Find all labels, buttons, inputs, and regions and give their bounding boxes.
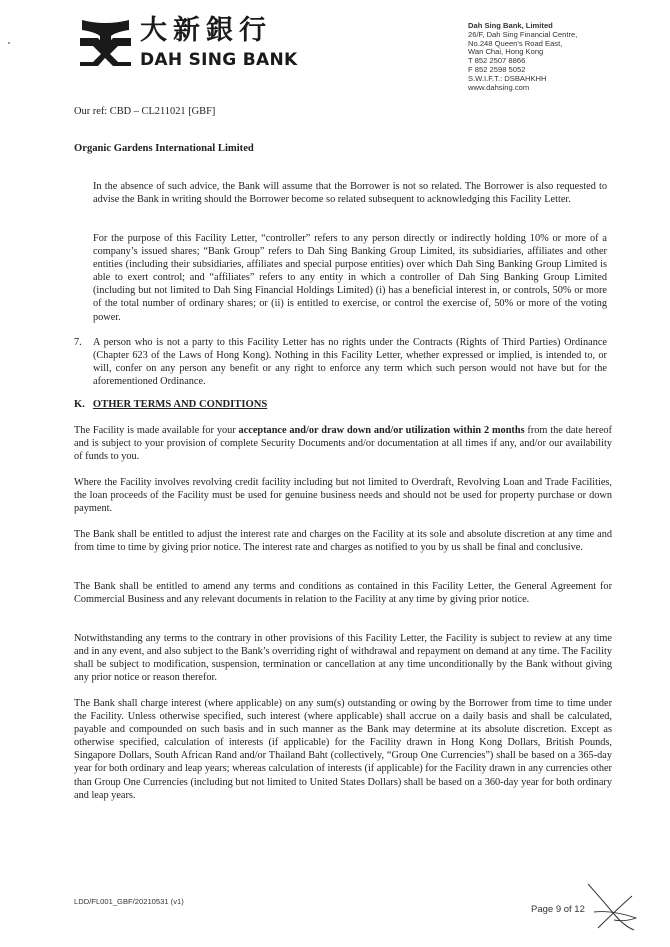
paragraph-text: from the date hereof and is subject to your provision of complete Security Documents and/or documentation at all times if any, and/or our availability of funds to you. bbox=[74, 425, 612, 463]
page-number: Page 9 of 12 bbox=[531, 904, 585, 915]
paragraph-definitions: For the purpose of this Facility Letter, “controller” refers to any person directly or indirectly holding 10% or more of a company’s issued shares; “Bank Group” refers to Dah Sing Banking Group Limited, its subsidiaries, affiliates and other entities (including their subsidiaries, affiliates and special purpose entities) over which Dah Sing Banking Group Limited is able to exert control; and “affiliates” refers to any entity in which a controller of Dah Sing Banking Group Limited (including but not limited to Dah Sing Financial Holdings Limited) (i) has a beneficial interest in, or controls, 50% or more of the total number of ordinary shares; or (ii) is entitled to exercise, or control the exercise of, 50% or more of the voting power. bbox=[93, 233, 607, 323]
paragraph-availability bbox=[74, 424, 612, 463]
paragraph-revolving-credit: Where the Facility involves revolving credit facility including but not limited to Overdraft, Revolving Loan and Trade Facilities, the loan proceeds of the Facility must be used for genuine business needs and should not be used for property purchase or down payment. bbox=[74, 477, 612, 515]
address-line: 26/F, Dah Sing Financial Centre, bbox=[468, 29, 578, 39]
section-title: OTHER TERMS AND CONDITIONS bbox=[92, 399, 268, 410]
paragraph-interest-adjustment: The Bank shall be entitled to adjust the interest rate and charges on the Facility at its sole and absolute discretion at any time and from time to time by giving prior notice. The interest rate and charges as notified to you by us shall be final and conclusive. bbox=[74, 529, 612, 554]
address-line: Wan Chai, Hong Kong bbox=[468, 47, 544, 57]
signature-initials bbox=[584, 882, 644, 932]
paragraph-text: The Facility is made available for your bbox=[74, 425, 239, 436]
address-line: No.248 Queen's Road East, bbox=[468, 38, 563, 48]
paragraph-third-parties: A person who is not a party to this Facility Letter has no rights under the Contracts (Rights of Third Parties) Ordinance (Chapter 623 of the Laws of Hong Kong). Nothing in this Facility Letter, whether expressed or implied, is intended to, or will, confer on any person any benefit or any right to enforce any term which such person would not have but for the aforementioned Ordinance. bbox=[93, 337, 607, 388]
reference-number: Our ref: CBD – CL211021 [GBF] bbox=[74, 106, 216, 117]
bank-address-block bbox=[468, 22, 577, 92]
paragraph-interest-calculation: The Bank shall charge interest (where applicable) on any sum(s) outstanding or owing by the Borrower from time to time under the Facility. Unless otherwise specified, such interest (where applicable) shall accrue on a daily basis and shall be calculated, payable and compounded on such basis and in such manner as the Bank may determine at its absolute discretion. Except as otherwise specified, calculation of interests (if applicable) for the Facility drawn in Hong Kong Dollars, British Pounds, Singapore Dollars, South African Rand and/or Thailand Baht (collectively, “Group One Currencies”) shall be based on a 365-day year for both ordinary and leap years; whereas calculation of interests (if applicable) for the Facility drawn in any currencies other than Group One Currencies (including but not limited to United States Dollars) shall be based on a 360-day year for both ordinary and leap years. bbox=[74, 698, 612, 801]
paragraph-related-advice: In the absence of such advice, the Bank will assume that the Borrower is not so related. The Borrower is also requested to advise the Bank in writing should the Borrower become so related subsequent to acknowledging this Facility Letter. bbox=[93, 181, 607, 206]
scan-speck bbox=[8, 42, 10, 44]
paragraph-review-withdrawal: Notwithstanding any terms to the contrary in other provisions of this Facility Letter, the Facility is subject to review at any time and in any event, and also subject to the Bank’s overriding right of withdrawal and repayment on demand at any time. The Facility shall be subject to modification, suspension, termination or cancellation at any time unconditionally by the Bank without giving any prior notice or reason therefor. bbox=[74, 633, 612, 684]
paragraph-amend-terms: The Bank shall be entitled to amend any terms and conditions as contained in this Facility Letter, the General Agreement for Commercial Business and any relevant documents in relation to the Facility at any time by giving prior notice. bbox=[74, 581, 612, 606]
fax-line: F 852 2598 5052 bbox=[468, 64, 526, 74]
logo-chinese-name: 大新銀行 bbox=[140, 15, 272, 46]
website-line: www.dahsing.com bbox=[468, 82, 530, 92]
phone-line: T 852 2507 8866 bbox=[468, 56, 526, 66]
item-number: 7. bbox=[74, 337, 82, 348]
section-letter: K. bbox=[74, 399, 85, 410]
bank-name: Dah Sing Bank, Limited bbox=[468, 21, 553, 30]
recipient-name: Organic Gardens International Limited bbox=[74, 143, 254, 154]
document-code: LDD/FL001_GBF/20210531 (v1) bbox=[74, 897, 184, 906]
availability-emphasis: acceptance and/or draw down and/or utilization within 2 months bbox=[238, 425, 525, 436]
section-heading bbox=[74, 399, 267, 410]
swift-line: S.W.I.F.T.: DSBAHKHH bbox=[468, 73, 547, 83]
dah-sing-logo-icon bbox=[78, 16, 133, 68]
logo-english-name: DAH SING BANK bbox=[140, 50, 298, 70]
